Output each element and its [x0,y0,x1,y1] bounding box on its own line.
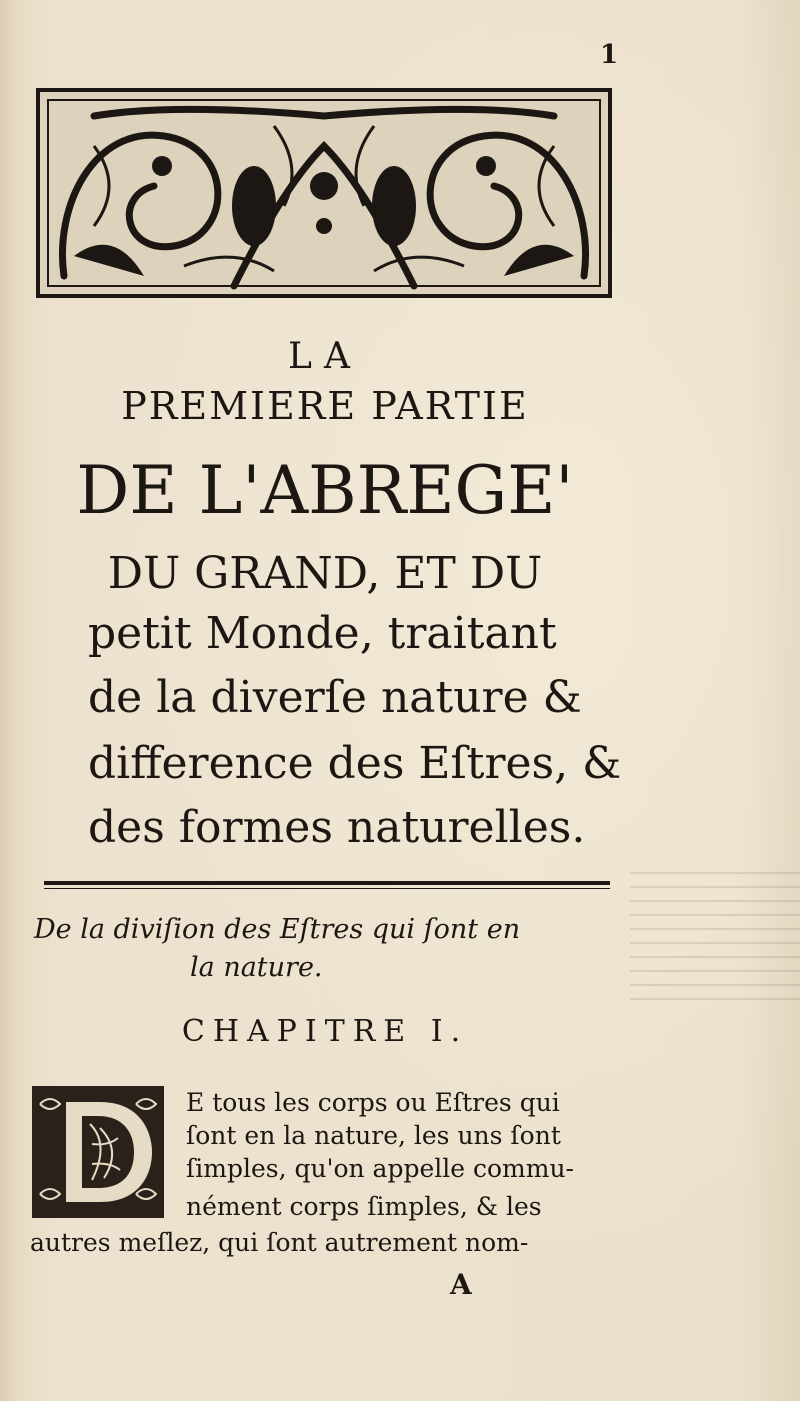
signature-mark: A [450,1268,472,1301]
divider-rule [44,881,610,885]
chapter-heading: CHAPITRE I. [181,1014,469,1049]
text-line: ſont en la nature, les uns ſont [186,1121,561,1150]
section-heading-line-1: De la diviſion des Eſtres qui ſont en [34,914,521,945]
show-through-text [630,870,800,1000]
ornamental-headpiece [34,86,614,300]
decorated-initial-d [30,1084,166,1220]
title-line-1: LA [288,336,362,377]
divider-rule-thin [44,888,610,889]
title-line-4: DU GRAND, ET DU [107,548,543,599]
title-body-line: des formes naturelles. [88,802,586,853]
section-heading-line-2: la nature. [190,952,323,983]
text-line: E tous les corps ou Eſtres qui [186,1088,560,1117]
title-body-line: de la diverſe nature & [88,672,582,723]
text-line: autres meſlez, qui ſont autrement nom- [30,1228,529,1257]
text-line: nément corps ſimples, & les [186,1192,542,1221]
title-body-line: petit Monde, traitant [88,608,557,659]
page-number: 1 [600,40,619,70]
text-line: ſimples, qu'on appelle commu- [186,1154,575,1183]
title-line-3: DE L'ABREGE' [76,452,574,529]
title-line-2: PREMIERE PARTIE [121,384,529,428]
title-body-line: difference des Eſtres, & [88,738,622,789]
